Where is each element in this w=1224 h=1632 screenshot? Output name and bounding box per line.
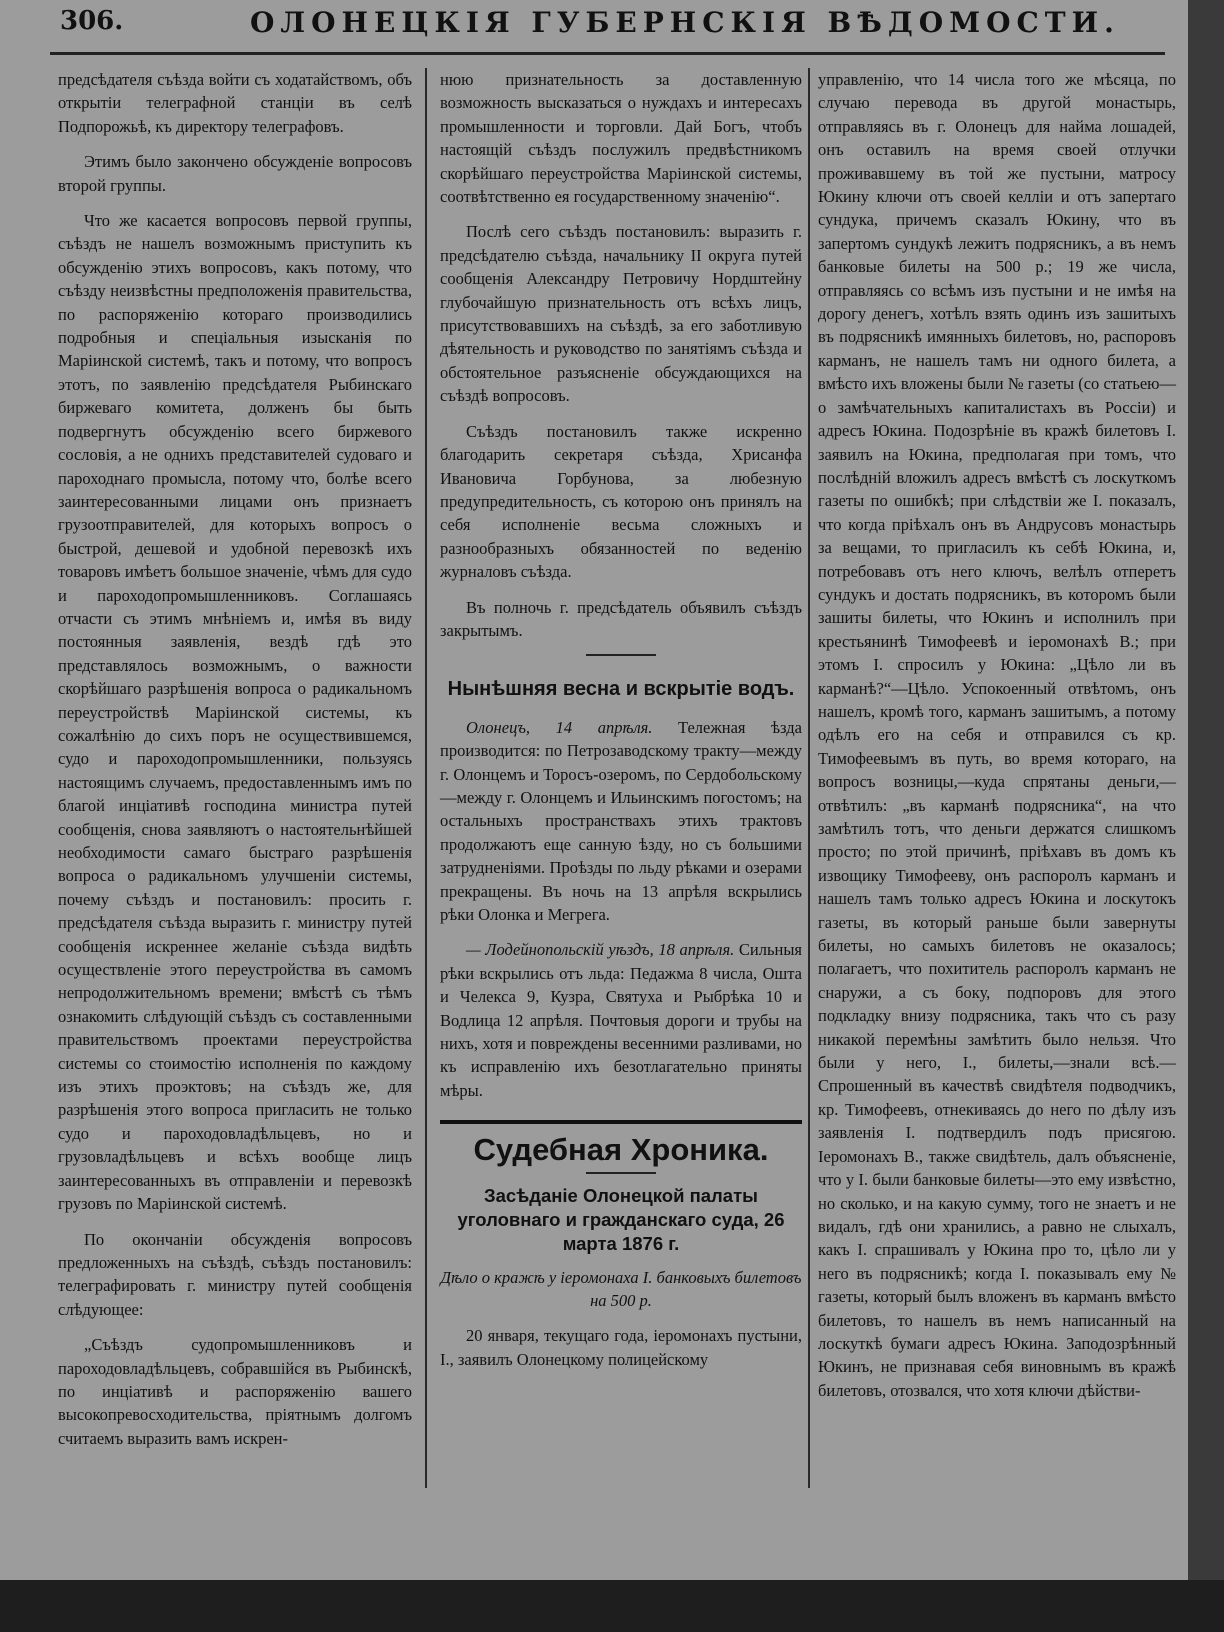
column-1	[58, 68, 412, 1462]
column-divider-1	[425, 68, 427, 1488]
paragraph	[440, 716, 802, 927]
paragraph-text: Тележная ѣзда производится: по Петрозаводскому тракту—между г. Олонцемъ и Торосъ-озеромъ, по Сердобольскому—между г. Олонцемъ и Ильинскимъ погостомъ; на остальныхъ пространствахъ этихъ трактовъ продолжаютъ еще санную ѣзду, но съ большими затрудненіями. Проѣзды по льду рѣками и озерами прекращены. Въ ночь на 13 апрѣля вскрылись рѣки Олонка и Мегрега.	[440, 717, 802, 924]
case-title: Дѣло о кражѣ у іеромонаха І. банковыхъ билетовъ на 500 р.	[440, 1267, 802, 1311]
section-divider	[586, 654, 656, 656]
paragraph: По окончаніи обсужденія вопросовъ предложенныхъ на съѣздѣ, съѣздъ постановилъ: телеграфировать г. министру путей сообщенія слѣдующее:	[58, 1229, 412, 1319]
masthead-title: ОЛОНЕЦКІЯ ГУБЕРНСКІЯ ВѢДОМОСТИ.	[250, 6, 1120, 39]
chronicle-title: Судебная Хроника.	[473, 1132, 769, 1168]
page-header	[60, 6, 1170, 40]
dateline: — Лодейнопольскій уѣздъ, 18 апрѣля.	[466, 940, 735, 960]
bottom-edge-shadow	[0, 1580, 1224, 1632]
paragraph	[440, 938, 802, 1102]
paragraph: Этимъ было закончено обсужденіе вопросовъ второй группы.	[58, 152, 412, 195]
section-rule	[440, 1120, 802, 1124]
paragraph: предсѣдателя съѣзда войти съ ходатайствомъ, объ открытіи телеграфной станціи въ селѣ Подпорожьѣ, къ директору телеграфовъ.	[58, 70, 412, 136]
title-divider	[586, 1172, 656, 1174]
column-3	[818, 68, 1176, 1414]
paragraph: „Съѣздъ судопромышленниковъ и пароходовладѣльцевъ, собравшійся въ Рыбинскѣ, по инціативѣ и распоряженію вашего высокопревосходительства, пріятнымъ долгомъ считаемъ выразить вамъ искрен-	[58, 1335, 412, 1448]
paragraph: Съѣздъ постановилъ также искренно благодарить секретаря съѣзда, Хрисанфа Ивановича Горбунова, за любезную предупредительность, съ которою онъ принялъ на себя исполненіе весьма сложныхъ и разнообразныхъ обязанностей по веденію журналовъ съѣзда.	[440, 421, 802, 582]
page-number: 306.	[60, 6, 124, 36]
paragraph: нюю признательность за доставленную возможность высказаться о нуждахъ и интересахъ промышленности и торговли. Дай Богъ, чтобъ настоящій съѣздъ послужилъ предвѣстникомъ скорѣйшаго переустройства Маріинской системы, соотвѣтственно ея государственному значенію“.	[440, 70, 802, 207]
page-edge-shadow	[1188, 0, 1224, 1632]
column-2	[440, 68, 802, 1383]
paragraph: Въ полночь г. предсѣдатель объявилъ съѣздъ закрытымъ.	[440, 597, 802, 640]
column-divider-2	[808, 68, 810, 1488]
section-title: Нынѣшняя весна и вскрытіе водъ.	[447, 678, 795, 701]
paragraph: 20 января, текущаго года, іеромонахъ пустыни, І., заявилъ Олонецкому полицейскому	[440, 1326, 802, 1369]
paragraph: Послѣ сего съѣздъ постановилъ: выразить г. предсѣдателю съѣзда, начальнику II округа путей сообщенія Александру Петровичу Нордштейну глубочайшую признательность отъ всѣхъ лицъ, присутствовавшихъ на съѣздѣ, за его заботливую дѣятельность и руководство по занятіямъ съѣзда и обстоятельное разъясненіе обсуждающихся на съѣздѣ вопросовъ.	[440, 222, 802, 406]
dateline: Олонецъ, 14 апрѣля.	[466, 717, 653, 737]
paragraph: Что же касается вопросовъ первой группы, съѣздъ не нашелъ возможнымъ приступить къ обсужденію этихъ вопросовъ, какъ потому, что съѣзду неизвѣстны предположенія правительства, по распоряженію котораго производились подробныя и спеціальныя изысканія по Маріинской системѣ, такъ и потому, что вопросъ этотъ, по заявленію предсѣдателя Рыбинскаго биржеваго комитета, долженъ бы быть подвергнутъ обсужденію всего биржевого сословія, а не однихъ представителей судоваго и пароходнаго промысла, потому что, болѣе всего заинтересованными лицами онъ признаетъ грузоотправителей, для которыхъ вопросъ о быстрой, дешевой и удобной перевозкѣ ихъ товаровъ имѣетъ большое значеніе, чѣмъ для судо и пароходопромышленниковъ. Соглашаясь отчасти съ этимъ мнѣніемъ и, имѣя въ виду постоянныя заявленія, вездѣ гдѣ это представлялось возможнымъ, о важности скорѣйшаго разрѣшенія вопроса о радикальномъ переустройствѣ Маріинской системы, къ сожалѣнію до сихъ поръ не осуществившемся, судо и пароходопромышленники, пользуясь настоящимъ случаемъ, предоставленнымъ имъ по благой инціативѣ господина министра путей сообщенія, снова заявляютъ о настоятельнѣйшей необходимости самаго быстраго разрѣшенія вопроса о радикальномъ улучшеніи системы, почему съѣздъ и постановилъ: просить г. предсѣдателя съѣзда выразить г. министру путей сообщенія искреннее желаніе съѣзда видѣть осуществленіе этого переустройства въ самомъ непродолжительномъ времени; вмѣстѣ съ тѣмъ ознакомить слѣдующій съѣздъ съ составленными правительствомъ проектами переустройства системы со стоимостію исполненія по каждому изъ этихъ проэктовъ; на съѣздъ же, для разрѣшенія этого вопроса пригласить не только судо и пароходовладѣльцевъ, но и грузовладѣльцевъ и всѣхъ вообще лицъ заинтересованныхъ въ отправленіи и перевозкѣ грузовъ по Маріинской системѣ.	[58, 211, 412, 1214]
header-rule	[50, 52, 1165, 55]
session-title: Засѣданіе Олонецкой палаты уголовнаго и гражданскаго суда, 26 марта 1876 г.	[457, 1184, 785, 1254]
paragraph-text: Сильныя рѣки вскрылись отъ льда: Педажма 8 числа, Ошта и Челекса 9, Кузра, Святуха и Рыбрѣка 10 и Водлица 12 апрѣля. Почтовыя дороги и трубы на нихъ, хотя и повреждены весенними разливами, но къ исправленію ихъ безотлагательно приняты мѣры.	[440, 940, 803, 1100]
paragraph: управленію, что 14 числа того же мѣсяца, по случаю перевода въ другой монастырь, отправляясь въ г. Олонецъ для найма лошадей, онъ оставилъ на время своей отлучки проживавшему въ той же пустыни, матросу Юкину ключи отъ своей келліи и отъ запертаго сундука, причемъ сказалъ Юкину, что въ запертомъ сундукѣ лежитъ подрясникъ, а въ немъ банковые билеты на 500 р.; 19 же числа, отправляясь со всѣмъ изъ пустыни и не имѣя на дорогу денегъ, хотѣлъ взять одинъ изъ зашитыхъ въ подрясникѣ имянныхъ билетовъ, но, распоровъ карманъ, не нашелъ тамъ ни одного билета, а вмѣсто ихъ вложены были № газеты (со статьею—о замѣчательныхъ капиталистахъ въ Россіи) и адресъ Юкина. Подозрѣніе въ кражѣ билетовъ І. заявилъ на Юкина, предполагая при томъ, что послѣдній вложилъ адресъ вмѣстѣ съ лоскуткомъ газеты по ошибкѣ; при слѣдствіи же І. показалъ, что когда пріѣхалъ онъ въ Андрусовъ монастырь за вещами, то пригласилъ къ себѣ Юкина, и, потребовавъ отъ него ключъ, велѣлъ отперетъ сундукъ и достать подрясникъ, въ которомъ были зашиты билеты, что Юкинъ и исполнилъ при крестьянинѣ Тимофеевѣ и іеромонахѣ В.; при этомъ І. спросилъ у Юкина: „Цѣло ли въ карманѣ?“—Цѣло. Успокоенный отвѣтомъ, онъ нашелъ, кромѣ того, карманъ зашитымъ, а потому одѣлъ его на себя и отправился съ кр. Тимофеевымъ въ путь, во время котораго, на вопросъ возницы,—куда спрятаны деньги,—отвѣтилъ: „въ карманѣ подрясника“, на что замѣтилъ тотъ, что деньги держатся слишкомъ просто; по этой причинѣ, пріѣхавъ въ домъ къ извощику Тимофееву, онъ распоролъ карманъ и нашелъ тамъ только адресъ Юкина и лоскутокъ газеты, въ который раньше были завернуты билеты, но самыхъ билетовъ не оказалось; полагаетъ, что похититель распоролъ карманъ не снаружи, а съ боку, подпоровъ для этого подкладку внизу подрясника, такъ что съ разу никакой перемѣны замѣтить было нельзя. Что были у него, І., билеты,—знали всѣ.—Спрошенный въ качествѣ свидѣтеля подводчикъ, кр. Тимофеевъ, отнекиваясь до него по дѣлу изъ заявленія І. подтвердилъ подъ присягою. Іеромонахъ В., также свидѣтель, далъ объясненіе, что у І. были банковые билеты—это ему извѣстно, но сколько, и на какую сумму, того не знаетъ и не видалъ, гдѣ они хранились, а равно не слыхалъ, какъ І. спрашивалъ у Юкина про то, цѣло ли у него въ подрясникѣ; когда І. показывалъ ему № газеты, который былъ вложенъ въ карманъ вмѣсто билетовъ, то нашелъ въ немъ написанный на лоскуткѣ бумаги адресъ Юкина. Заподозрѣнный Юкинъ, не признавая себя виновнымъ въ кражѣ билетовъ, отозвался, что хотя ключи дѣйстви-	[818, 70, 1176, 1400]
